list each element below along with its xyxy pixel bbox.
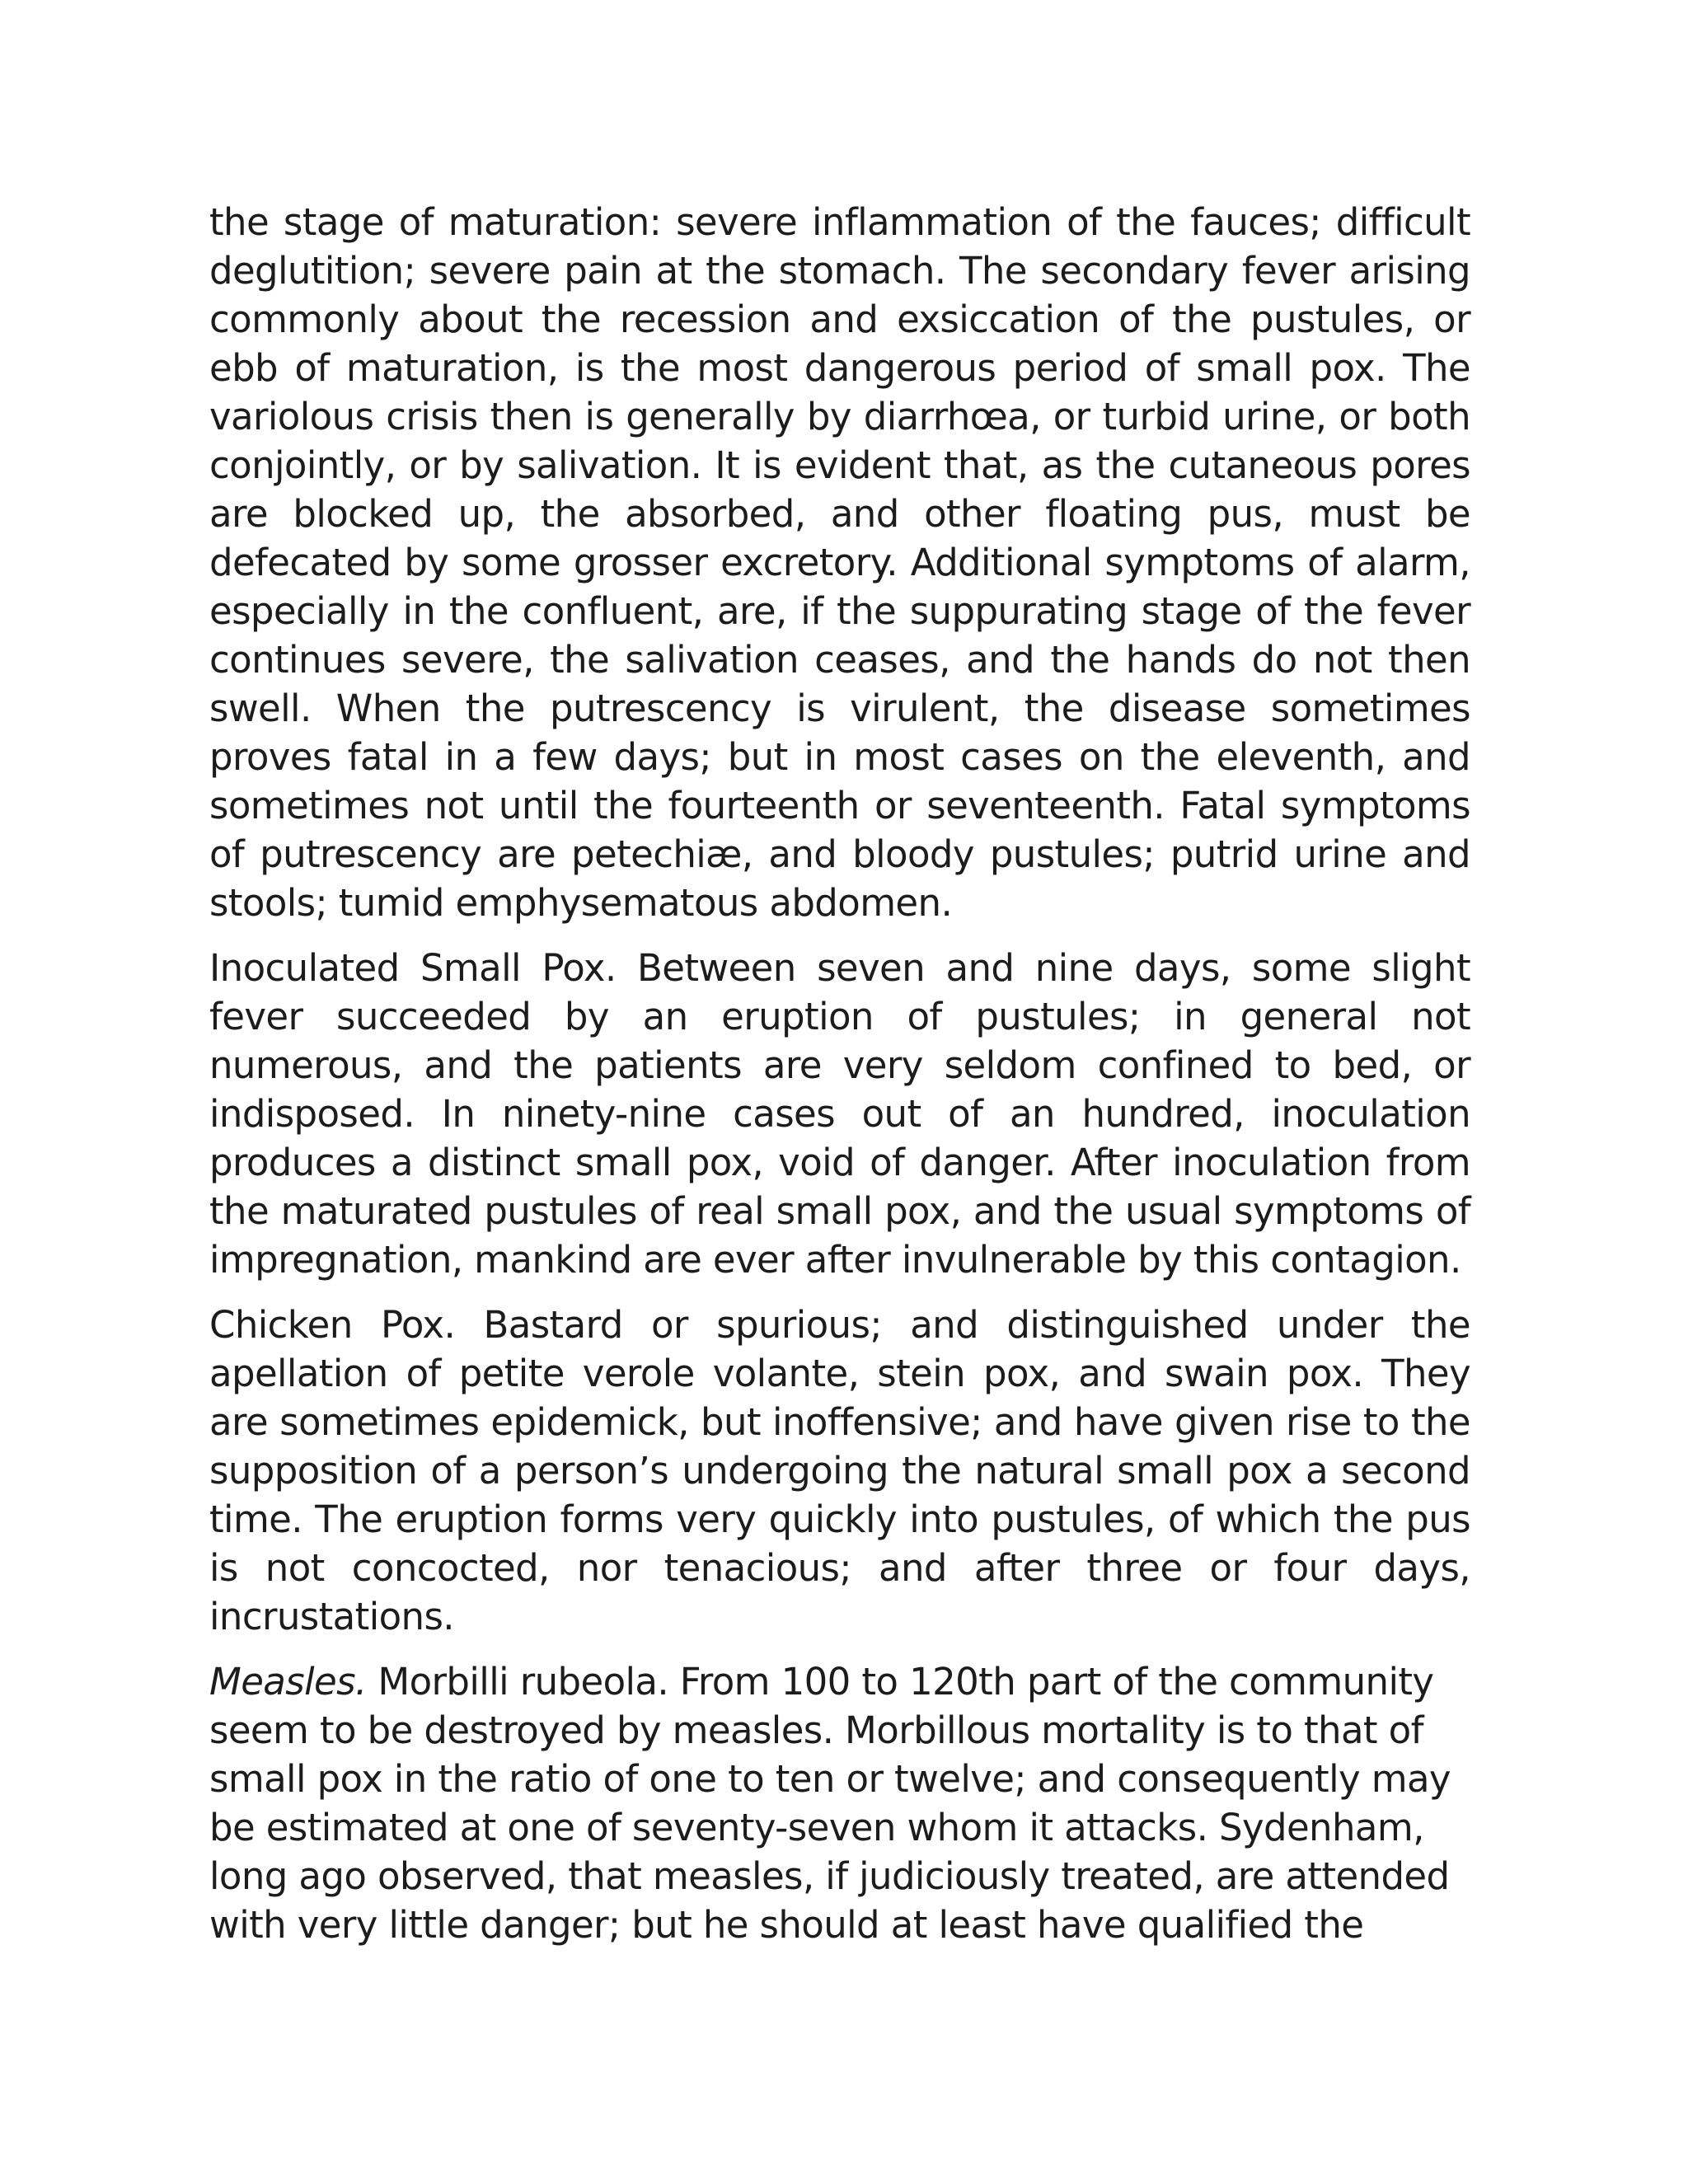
paragraph-measles (209, 1657, 1470, 1949)
page-body (209, 198, 1470, 1949)
paragraph-inoculated-small-pox (209, 944, 1470, 1284)
paragraph-small-pox-maturation (209, 198, 1470, 927)
paragraph-text: the stage of maturation: severe inflammation of the fauces; difficult deglutition; severe pain at the stomach. The secondary fever arising commonly about the recession and exsiccation of the pustules, or ebb of maturation, is the most dangerous period of small pox. The variolous crisis then is generally by diarrhœa, or turbid urine, or both conjointly, or by salivation. It is evident that, as the cutaneous pores are blocked up, the absorbed, and other floating pus, must be defecated by some grosser excretory. Additional symptoms of alarm, especially in the confluent, are, if the suppurating stage of the fever continues severe, the salivation ceases, and the hands do not then swell. When the putrescency is virulent, the disease sometimes proves fatal in a few days; but in most cases on the eleventh, and sometimes not until the fourteenth or seventeenth. Fatal symptoms of putrescency are petechiæ, and bloody pustules; putrid urine and stools; tumid emphysematous abdomen. (209, 200, 1470, 925)
paragraph-text: Morbilli rubeola. From 100 to 120th part of the community seem to be destroyed by measles. Morbillous mortality is to that of small pox in the ratio of one to ten or twelve; and consequently may be estimated at one of seventy-seven whom it attacks. Sydenham, long ago observed, that measles, if judiciously treated, are attended with very little danger; but he should at least have qualified the (209, 1660, 1451, 1947)
paragraph-chicken-pox (209, 1301, 1470, 1641)
paragraph-lead-italic: Measles. (209, 1660, 367, 1704)
paragraph-text: Inoculated Small Pox. Between seven and nine days, some slight fever succeeded by an eruption of pustules; in general not numerous, and the patients are very seldom confined to bed, or indisposed. In ninety-nine cases out of an hundred, inoculation produces a distinct small pox, void of danger. After inoculation from the maturated pustules of real small pox, and the usual symptoms of impregnation, mankind are ever after invulnerable by this contagion. (209, 946, 1470, 1282)
paragraph-text: Chicken Pox. Bastard or spurious; and distinguished under the apellation of petite verole volante, stein pox, and swain pox. They are sometimes epidemick, but inoffensive; and have given rise to the supposition of a person’s undergoing the natural small pox a second time. The eruption forms very quickly into pustules, of which the pus is not concocted, nor tenacious; and after three or four days, incrustations. (209, 1303, 1470, 1638)
